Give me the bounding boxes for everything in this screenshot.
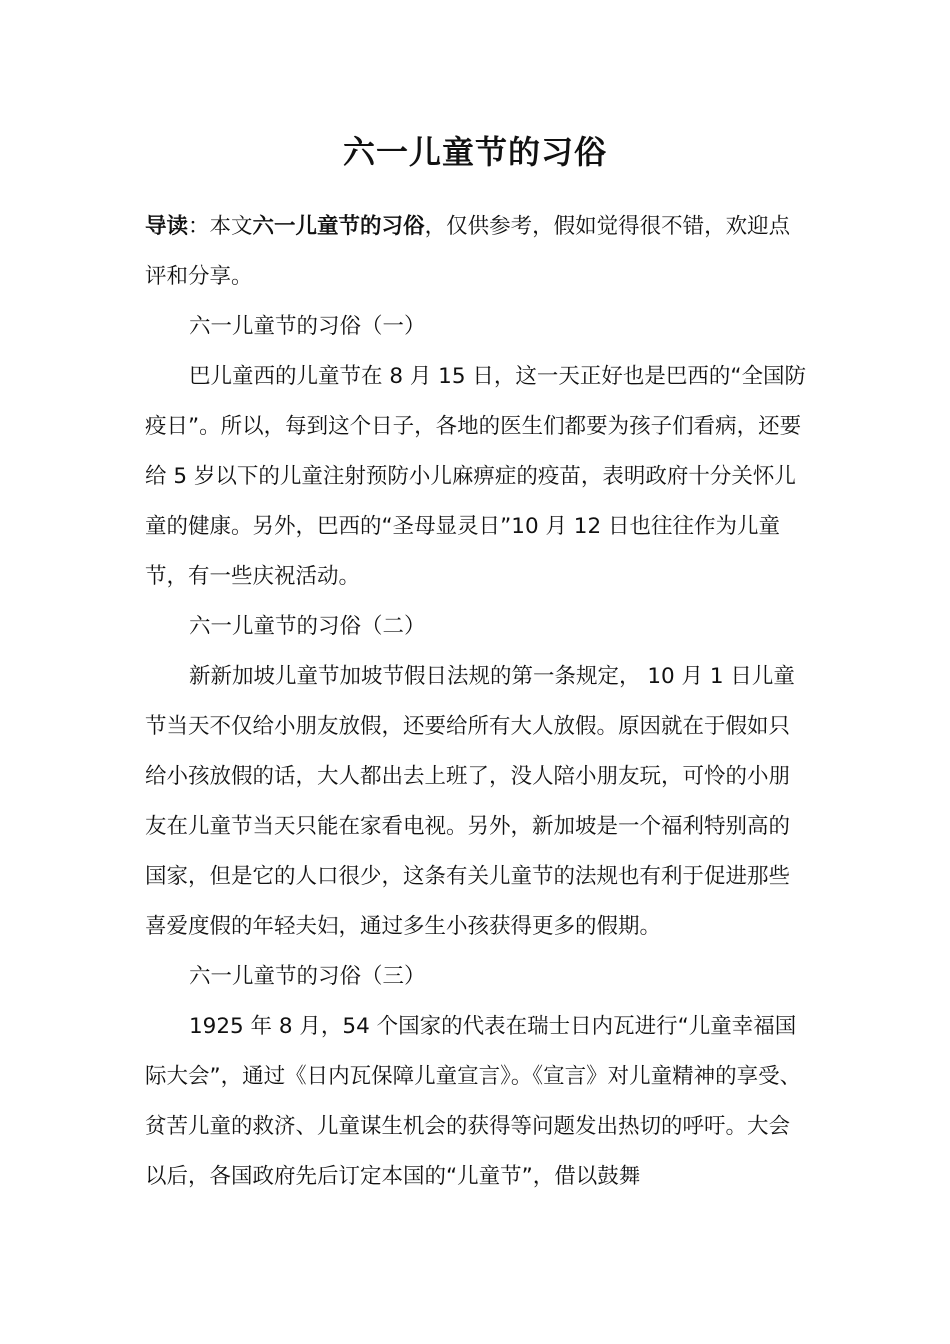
body-paragraph-2: 新新加坡儿童节加坡节假日法规的第一条规定， 10 月 1 日儿童节当天不仅给小朋友放假，还要给所有大人放假。原因就在于假如只给小孩放假的话，大人都出去上班了，没人陪小朋友玩，可怜的小朋友在儿童节当天只能在家看电视。另外，新加坡是一个福利特别高的国家，但是它的人口很少，这条有关儿童节的法规也有利于促进那些喜爱度假的年轻夫妇，通过多生小孩获得更多的假期。: [145, 664, 795, 939]
body-paragraph-3: 1925 年 8 月，54 个国家的代表在瑞士日内瓦进行“儿童幸福国际大会”，通过《日内瓦保障儿童宣言》。《宣言》对儿童精神的享受、贫苦儿童的救济、儿童谋生机会的获得等问题发出热切的呼吁。大会以后，各国政府先后订定本国的“儿童节”，借以鼓舞: [145, 1014, 802, 1189]
intro-before: 本文: [209, 214, 253, 239]
section-heading-2: 六一儿童节的习俗（二）: [189, 614, 426, 639]
section-heading-3: 六一儿童节的习俗（三）: [189, 964, 426, 989]
intro-colon: ：: [188, 214, 210, 239]
intro-paragraph: [145, 202, 809, 302]
intro-label: 导读: [145, 214, 189, 239]
body-paragraph-1: 巴儿童西的儿童节在 8 月 15 日，这一天正好也是巴西的“全国防疫日”。所以，每到这个日子，各地的医生们都要为孩子们看病，还要给 5 岁以下的儿童注射预防小儿麻痹症的疫苗，表明政府十分关怀儿童的健康。另外，巴西的“圣母显灵日”10 月 12 日也往往作为儿童节，有一些庆祝活动。: [145, 364, 807, 589]
intro-after: ，仅供参考，假如觉得很不错，欢迎点评和分享。: [145, 214, 791, 289]
document-title: 六一儿童节的习俗: [342, 133, 607, 171]
intro-bold-title: 六一儿童节的习俗: [252, 214, 425, 239]
section-heading-1: 六一儿童节的习俗（一）: [189, 314, 426, 339]
document-body: [145, 202, 809, 1202]
